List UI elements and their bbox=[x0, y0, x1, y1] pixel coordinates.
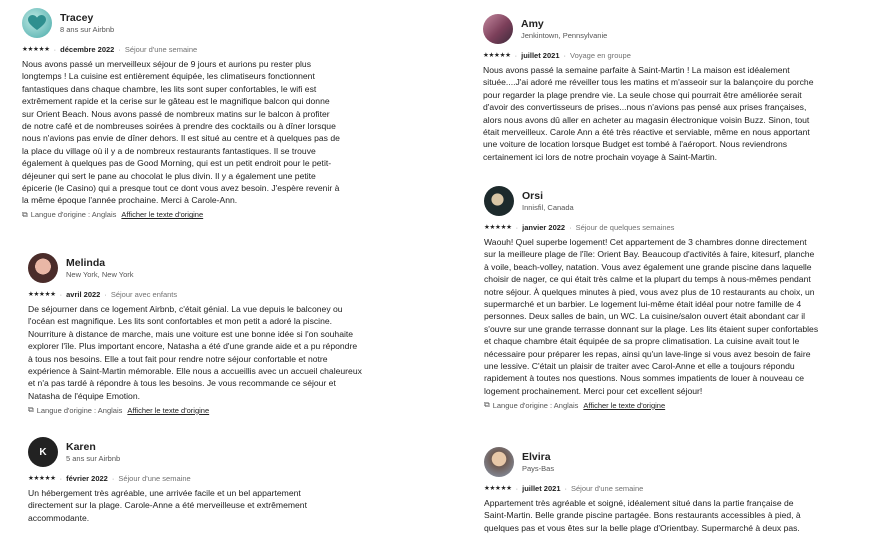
review-karen bbox=[28, 437, 368, 524]
rating-stars-icon: ★★★★★ bbox=[484, 224, 512, 231]
review-header bbox=[484, 447, 824, 477]
review-meta bbox=[483, 50, 823, 60]
reviewer-name[interactable]: Melinda bbox=[66, 256, 106, 269]
show-original-link[interactable]: Afficher le texte d'origine bbox=[583, 400, 666, 410]
review-header bbox=[28, 437, 368, 467]
review-text: Waouh! Quel superbe logement! Cet appartement de 3 chambres donne directement sur la meilleure plage de l'île: Orient Bay. Beaucoup d'activités à faire, kitesurf, planche à voile, beach-volley, natation. Vous avez également une grande piscine dans laquelle choisir de nager, ce qui était très calme et la plupart du temps à nous-mêmes pendant notre séjour. À quelques minutes à pied, vous avez plus de 10 restaurants au choix, un supermarché et un barbier. Le logement lui-même était idéal pour notre famille de 4 personnes. Deux salles de bain, un WC. La cuisine/salon ouvert était abondant car il s'ouvre sur une grande terrasse donnant sur la plage. Les lits étaient super confortables et chaque chambre était équipée de sa propre climatisation. La cuisine avait tout le nécessaire pour préparer les repas, ainsi qu'un lave-linge si vous avez besoin de faire une lessive. C'était un plaisir de traiter avec Carol-Anne et elle a toujours répondu rapidement à toutes nos questions. Nous sommes impatients de louer à nouveau ce logement prochainement. Merci pour cet excellent séjour! bbox=[484, 237, 819, 396]
stay-type: Séjour d'une semaine bbox=[571, 483, 644, 493]
rating-stars-icon: ★★★★★ bbox=[28, 291, 56, 298]
translation-label: Langue d'origine : Anglais bbox=[30, 210, 117, 220]
separator-dot: · bbox=[515, 222, 519, 232]
separator-dot: · bbox=[59, 473, 63, 483]
translate-icon: ⧉ bbox=[28, 405, 34, 415]
review-meta bbox=[28, 473, 368, 483]
review-orsi bbox=[484, 186, 824, 410]
review-header bbox=[483, 14, 823, 44]
stay-type: Séjour d'une semaine bbox=[118, 473, 191, 483]
separator-dot: · bbox=[564, 483, 567, 493]
rating-stars-icon: ★★★★★ bbox=[483, 52, 511, 59]
review-date: février 2022 bbox=[66, 473, 108, 483]
separator-dot: · bbox=[514, 50, 518, 60]
translate-icon: ⧉ bbox=[22, 209, 28, 219]
reviewer-subtitle: New York, New York bbox=[66, 269, 134, 279]
translation-label: Langue d'origine : Anglais bbox=[36, 405, 123, 415]
show-original-link[interactable]: Afficher le texte d'origine bbox=[121, 210, 204, 220]
separator-dot: · bbox=[53, 44, 57, 54]
review-meta bbox=[28, 289, 368, 299]
avatar[interactable] bbox=[28, 437, 58, 467]
review-elvira bbox=[484, 447, 824, 534]
review-text: Nous avons passé la semaine parfaite à Saint-Martin ! La maison est idéalement située....J'ai adoré me réveiller tous les matins et m'asseoir sur la balançoire du porche pour regarder la plage prendre vie. La seule chose qui pourrait être améliorée serait d'avoir des convertisseurs de prises...nous n'avions pas pensé aux prises françaises, alors nous avons dû aller en acheter au magasin électronique voisin Buzz. Sinon, tout était merveilleux. Carole Ann a été très réactive et serviable, même en nous apportant une voiture de location lorsque Budget est tombé à l'aéroport. Nous reviendrons certainement ici lors de notre prochain voyage à Saint-Martin. bbox=[483, 65, 814, 162]
rating-stars-icon: ★★★★★ bbox=[484, 485, 512, 492]
separator-dot: · bbox=[104, 289, 107, 299]
review-header bbox=[28, 253, 368, 283]
review-melinda bbox=[28, 253, 368, 415]
review-header bbox=[484, 186, 824, 216]
reviewer-name[interactable]: Elvira bbox=[522, 450, 551, 463]
reviewer-name[interactable]: Karen bbox=[66, 440, 96, 453]
avatar[interactable] bbox=[484, 186, 514, 216]
avatar-initial: K bbox=[39, 446, 47, 458]
review-meta bbox=[484, 483, 824, 493]
stay-type: Voyage en groupe bbox=[570, 50, 631, 60]
reviewer-subtitle: 8 ans sur Airbnb bbox=[60, 24, 115, 34]
review-meta bbox=[22, 44, 352, 54]
stay-type: Séjour de quelques semaines bbox=[575, 222, 675, 232]
avatar[interactable] bbox=[28, 253, 58, 283]
reviewer-subtitle: Jenkintown, Pennsylvanie bbox=[521, 30, 608, 40]
reviewer-name[interactable]: Tracey bbox=[60, 11, 94, 24]
reviewer-subtitle: Innisfil, Canada bbox=[522, 202, 574, 212]
review-amy bbox=[483, 14, 823, 163]
review-tracey bbox=[22, 8, 352, 220]
translation-info bbox=[28, 405, 368, 415]
separator-dot: · bbox=[563, 50, 566, 60]
review-date: décembre 2022 bbox=[60, 44, 115, 54]
avatar[interactable] bbox=[22, 8, 52, 38]
review-date: juillet 2021 bbox=[522, 483, 561, 493]
reviewer-name[interactable]: Orsi bbox=[522, 189, 544, 202]
separator-dot: · bbox=[569, 222, 572, 232]
avatar[interactable] bbox=[484, 447, 514, 477]
review-date: juillet 2021 bbox=[521, 50, 560, 60]
review-date: avril 2022 bbox=[66, 289, 101, 299]
stay-type: Séjour avec enfants bbox=[110, 289, 178, 299]
review-text: De séjourner dans ce logement Airbnb, c'était génial. La vue depuis le balconey ou l'océan est magnifique. Les lits sont confortables et mon petit a adoré la piscine. Nourriture à distance de marche, mais une voiture est une bonne idée si l'on souhaite explorer l'île. Plus important encore, Natasha a été d'une grande aide et a pu répondre à tous nos besoins. Elle a tout fait pour rendre notre séjour confortable et notre expérience à Saint-Martin mémorable. Elle nous a accueillis avec un accueil chaleureux et n'a pas tardé à répondre à tous les besoins. Je vous recommande ce séjour et Natasha de l'équipe Emotion. bbox=[28, 304, 362, 401]
reviewer-subtitle: 5 ans sur Airbnb bbox=[66, 453, 121, 463]
review-text: Appartement très agréable et soigné, idéalement situé dans la partie française de Saint-Martin. Belle grande piscine partagée. Bons restaurants accessibles à pied, à quelques pas et vous êtes sur la belle plage d'Orientbay. Supermarché à deux pas. bbox=[484, 498, 801, 533]
avatar[interactable] bbox=[483, 14, 513, 44]
translation-label: Langue d'origine : Anglais bbox=[492, 400, 579, 410]
separator-dot: · bbox=[515, 483, 519, 493]
translate-icon: ⧉ bbox=[484, 400, 490, 410]
translation-info bbox=[22, 210, 352, 220]
review-meta bbox=[484, 222, 824, 232]
show-original-link[interactable]: Afficher le texte d'origine bbox=[127, 405, 210, 415]
heart-icon bbox=[28, 15, 46, 31]
translation-info bbox=[484, 400, 824, 410]
separator-dot: · bbox=[118, 44, 121, 54]
rating-stars-icon: ★★★★★ bbox=[28, 475, 56, 482]
reviewer-subtitle: Pays-Bas bbox=[522, 463, 555, 473]
review-text: Un hébergement très agréable, une arrivée facile et un bel appartement directement sur la plage. Carole-Anne a été merveilleuse et extrêmement accommodante. bbox=[28, 488, 307, 523]
reviewer-name[interactable]: Amy bbox=[521, 17, 544, 30]
review-header bbox=[22, 8, 352, 38]
separator-dot: · bbox=[59, 289, 63, 299]
separator-dot: · bbox=[111, 473, 115, 483]
stay-type: Séjour d'une semaine bbox=[124, 44, 198, 54]
review-text: Nous avons passé un merveilleux séjour de 9 jours et aurions pu rester plus longtemps ! La cuisine est entièrement équipée, les climatiseurs fonctionnent fantastiques dans chaque chambre, les lits sont super confortables, le wifi est extrêmement rapide et la cerise sur le gâteau est le magnifique balcon qui donne sur Orient Beach. Nous avons passé de nombreux matins sur le balcon à profiter de notre café et de nombreuses soirées à prendre des cocktails ou à dîner lorsque nous n'avions pas envie de dîner dehors. Il est situé au centre et à quelques pas de la place du village où il y a de nombreux restaurants fantastiques. Il se trouve également à quelques pas de Good Morning, qui est un petit endroit pour le petit-déjeuner qui sert le pane au chocolat le plus divin. Il y a également une petite épicerie (le Casino) qui a presque tout ce dont vous avez besoin. J'espère revenir à la même époque l'année prochaine. Merci à Carole-Ann. bbox=[22, 59, 340, 206]
rating-stars-icon: ★★★★★ bbox=[22, 46, 50, 53]
review-date: janvier 2022 bbox=[522, 222, 566, 232]
